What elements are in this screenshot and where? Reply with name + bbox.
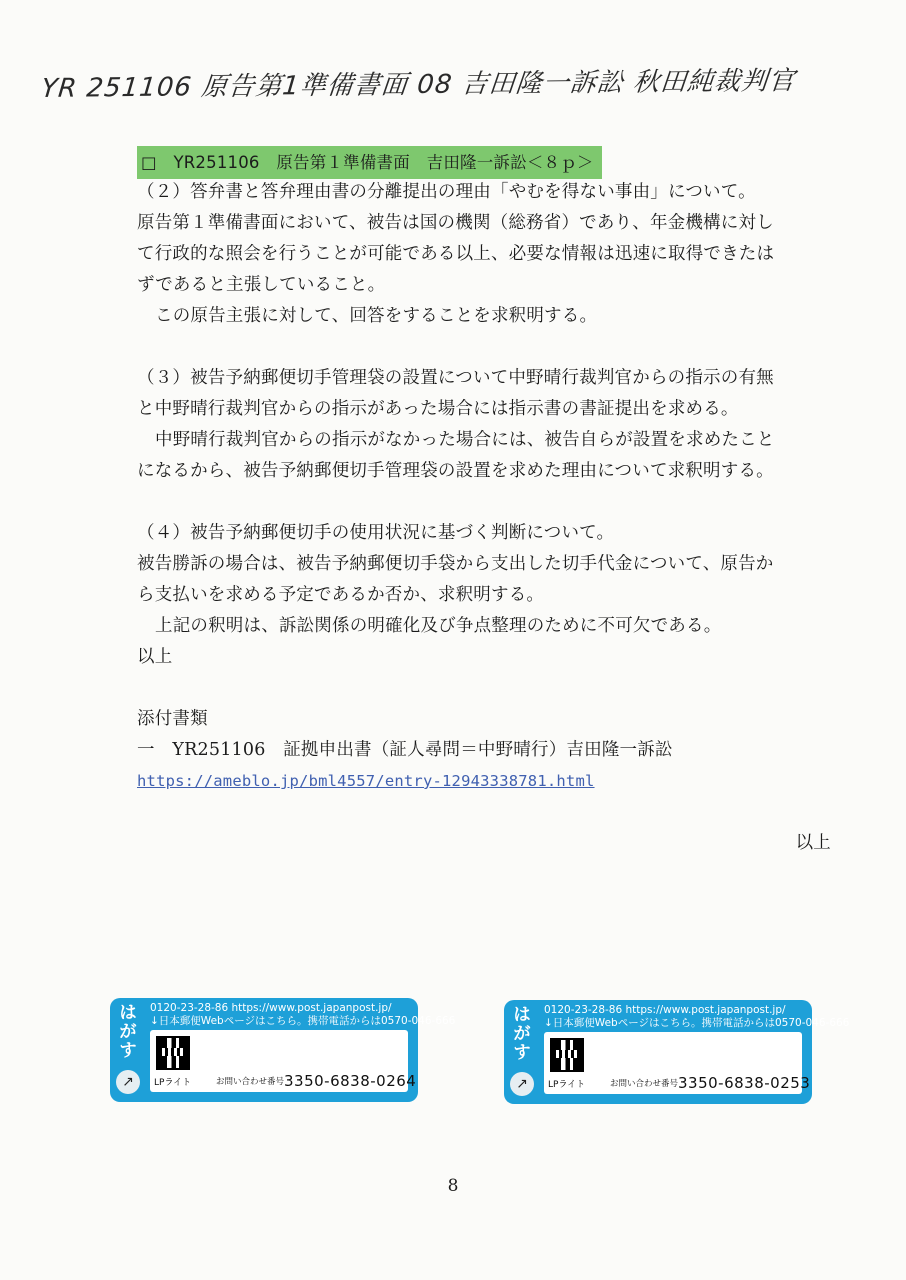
section2-line: ずであると主張していること。 (137, 275, 386, 295)
postal-label (504, 1000, 850, 1104)
tab-char: は (119, 1003, 137, 1023)
section3-line: 中野晴行裁判官からの指示がなかった場合には、被告自らが設置を求めたこと (155, 430, 775, 450)
section3-line: と中野晴行裁判官からの指示があった場合には指示書の書証提出を求める。 (137, 399, 739, 419)
document-heading: □ YR251106 原告第１準備書面 吉田隆一訴訟＜８ｐ＞ (137, 146, 602, 179)
section3-line: になるから、被告予納郵便切手管理袋の設置を求めた理由について求釈明する。 (137, 461, 774, 481)
label-info-box (150, 1030, 417, 1092)
section3-title: （３）被告予納郵便切手管理袋の設置について中野晴行裁判官からの指示の有無 (137, 368, 774, 388)
section4-title: （４）被告予納郵便切手の使用状況に基づく判断について。 (137, 523, 615, 543)
section4-line: 上記の釈明は、訴訟関係の明確化及び争点整理のために不可欠である。 (155, 616, 722, 636)
closing-text: 以上 (795, 833, 831, 853)
document-body (137, 146, 837, 859)
section2-line: 原告第１準備書面において、被告は国の機関（総務省）であり、年金機構に対し (137, 213, 774, 233)
tracking-number: 3350-6838-0253 (678, 1074, 811, 1092)
section2-line: て行政的な照会を行うことが可能である以上、必要な情報は迅速に取得できたは (137, 244, 775, 264)
tab-char: す (119, 1041, 137, 1061)
tab-char: が (119, 1022, 137, 1042)
label-header (544, 1004, 849, 1030)
tracking-number: 3350-6838-0264 (284, 1072, 417, 1090)
label-header-line: 0120-23-28-86 https://www.post.japanpost.jp/ (150, 1002, 392, 1014)
label-info-box (544, 1032, 811, 1094)
label-header-line: ↓日本郵便Webページはこちら。携帯電話からは0570-046-666 (544, 1017, 850, 1029)
handwritten-header: YR 251106 原告第1準備書面 08 吉田隆一訴訟 秋田純裁判官 (39, 66, 797, 104)
section4-line: ら支払いを求める予定であるか否か、求釈明する。 (137, 585, 545, 605)
tab-char: す (513, 1043, 531, 1063)
label-header (150, 1002, 455, 1028)
label-inquiry: お問い合わせ番号 (610, 1079, 679, 1089)
section4-line: 被告勝訴の場合は、被告予納郵便切手袋から支出した切手代金について、原告か (137, 554, 774, 574)
label-inquiry: お問い合わせ番号 (216, 1077, 285, 1087)
tab-char: は (513, 1005, 531, 1025)
postal-label (110, 998, 456, 1102)
section2-request: この原告主張に対して、回答をすることを求釈明する。 (155, 306, 598, 326)
qr-code-icon (156, 1036, 190, 1070)
label-header-line: ↓日本郵便Webページはこちら。携帯電話からは0570-046-666 (150, 1015, 456, 1027)
attachments-title: 添付書類 (137, 709, 208, 729)
attachment-item: 一 YR251106 証拠申出書（証人尋問＝中野晴行）吉田隆一訴訟 (137, 740, 673, 760)
label-lp: LPライト (548, 1080, 586, 1090)
label-header-line: 0120-23-28-86 https://www.post.japanpost.jp/ (544, 1004, 786, 1016)
qr-code-icon (550, 1038, 584, 1072)
attachment-link[interactable]: https://ameblo.jp/bml4557/entry-12943338781.html (137, 772, 595, 790)
peel-arrow-icon: ↗ (510, 1072, 534, 1096)
page-number: 8 (447, 1176, 459, 1196)
label-lp: LPライト (154, 1078, 192, 1088)
section2-title: （２）答弁書と答弁理由書の分離提出の理由「やむを得ない事由」について。 (137, 182, 756, 202)
section4-end: 以上 (137, 647, 173, 667)
tab-char: が (513, 1024, 531, 1044)
peel-arrow-icon: ↗ (116, 1070, 140, 1094)
